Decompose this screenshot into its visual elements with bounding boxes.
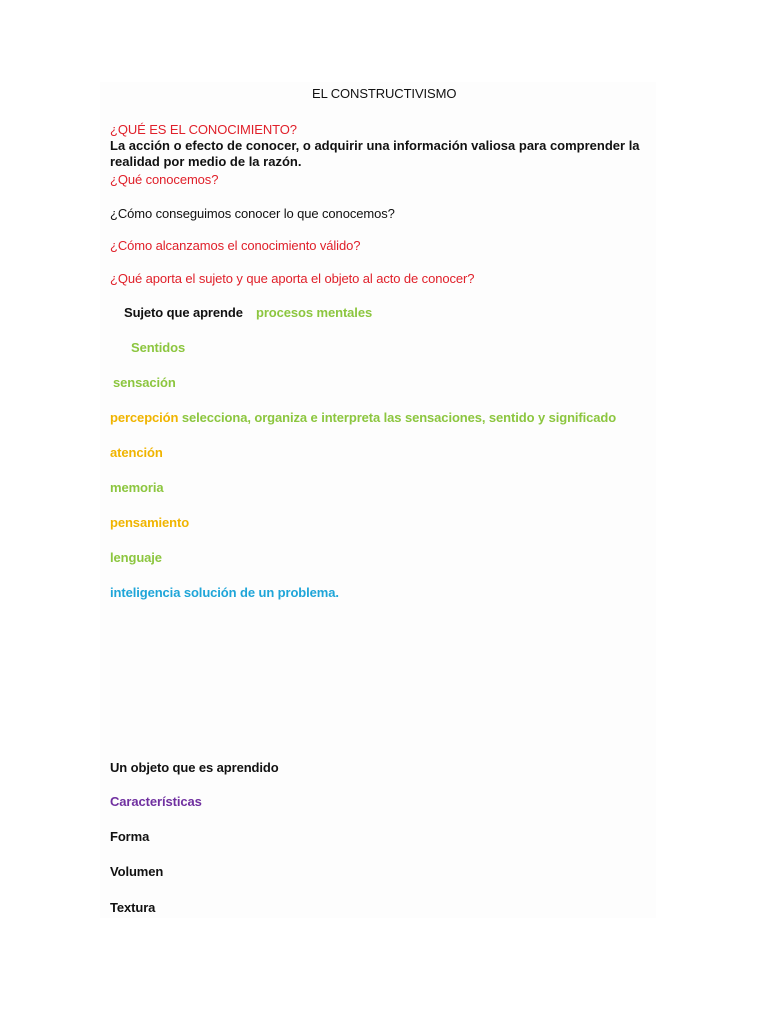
question-what: ¿Qué conocemos? bbox=[110, 172, 219, 187]
characteristics-label: Características bbox=[110, 794, 202, 809]
subject-label: Sujeto que aprende bbox=[124, 305, 243, 320]
sensation-label: sensación bbox=[113, 375, 176, 390]
volume-label: Volumen bbox=[110, 864, 164, 879]
definition-paragraph: La acción o efecto de conocer, o adquirir una información valiosa para comprender la realidad por medio de la razón. bbox=[110, 138, 640, 169]
language-label: lenguaje bbox=[110, 550, 162, 565]
memory-label: memoria bbox=[110, 480, 164, 495]
question-subject-object: ¿Qué aporta el sujeto y que aporta el objeto al acto de conocer? bbox=[110, 271, 475, 286]
question-how: ¿Cómo conseguimos conocer lo que conocemos? bbox=[110, 206, 395, 221]
mental-processes-label: procesos mentales bbox=[256, 305, 373, 320]
object-label: Un objeto que es aprendido bbox=[110, 760, 279, 775]
thinking-label: pensamiento bbox=[110, 515, 190, 530]
form-label: Forma bbox=[110, 829, 150, 844]
perception-label: percepción bbox=[110, 410, 179, 425]
texture-label: Textura bbox=[110, 900, 156, 915]
perception-description: selecciona, organiza e interpreta las sensaciones, sentido y significado bbox=[181, 410, 617, 425]
senses-label: Sentidos bbox=[131, 340, 186, 355]
question-main: ¿QUÉ ES EL CONOCIMIENTO? bbox=[110, 122, 297, 137]
intelligence-label: inteligencia solución de un problema. bbox=[110, 585, 339, 600]
document-title: EL CONSTRUCTIVISMO bbox=[312, 86, 457, 101]
attention-label: atención bbox=[110, 445, 163, 460]
question-valid: ¿Cómo alcanzamos el conocimiento válido? bbox=[110, 238, 361, 253]
perception-line bbox=[110, 410, 616, 426]
